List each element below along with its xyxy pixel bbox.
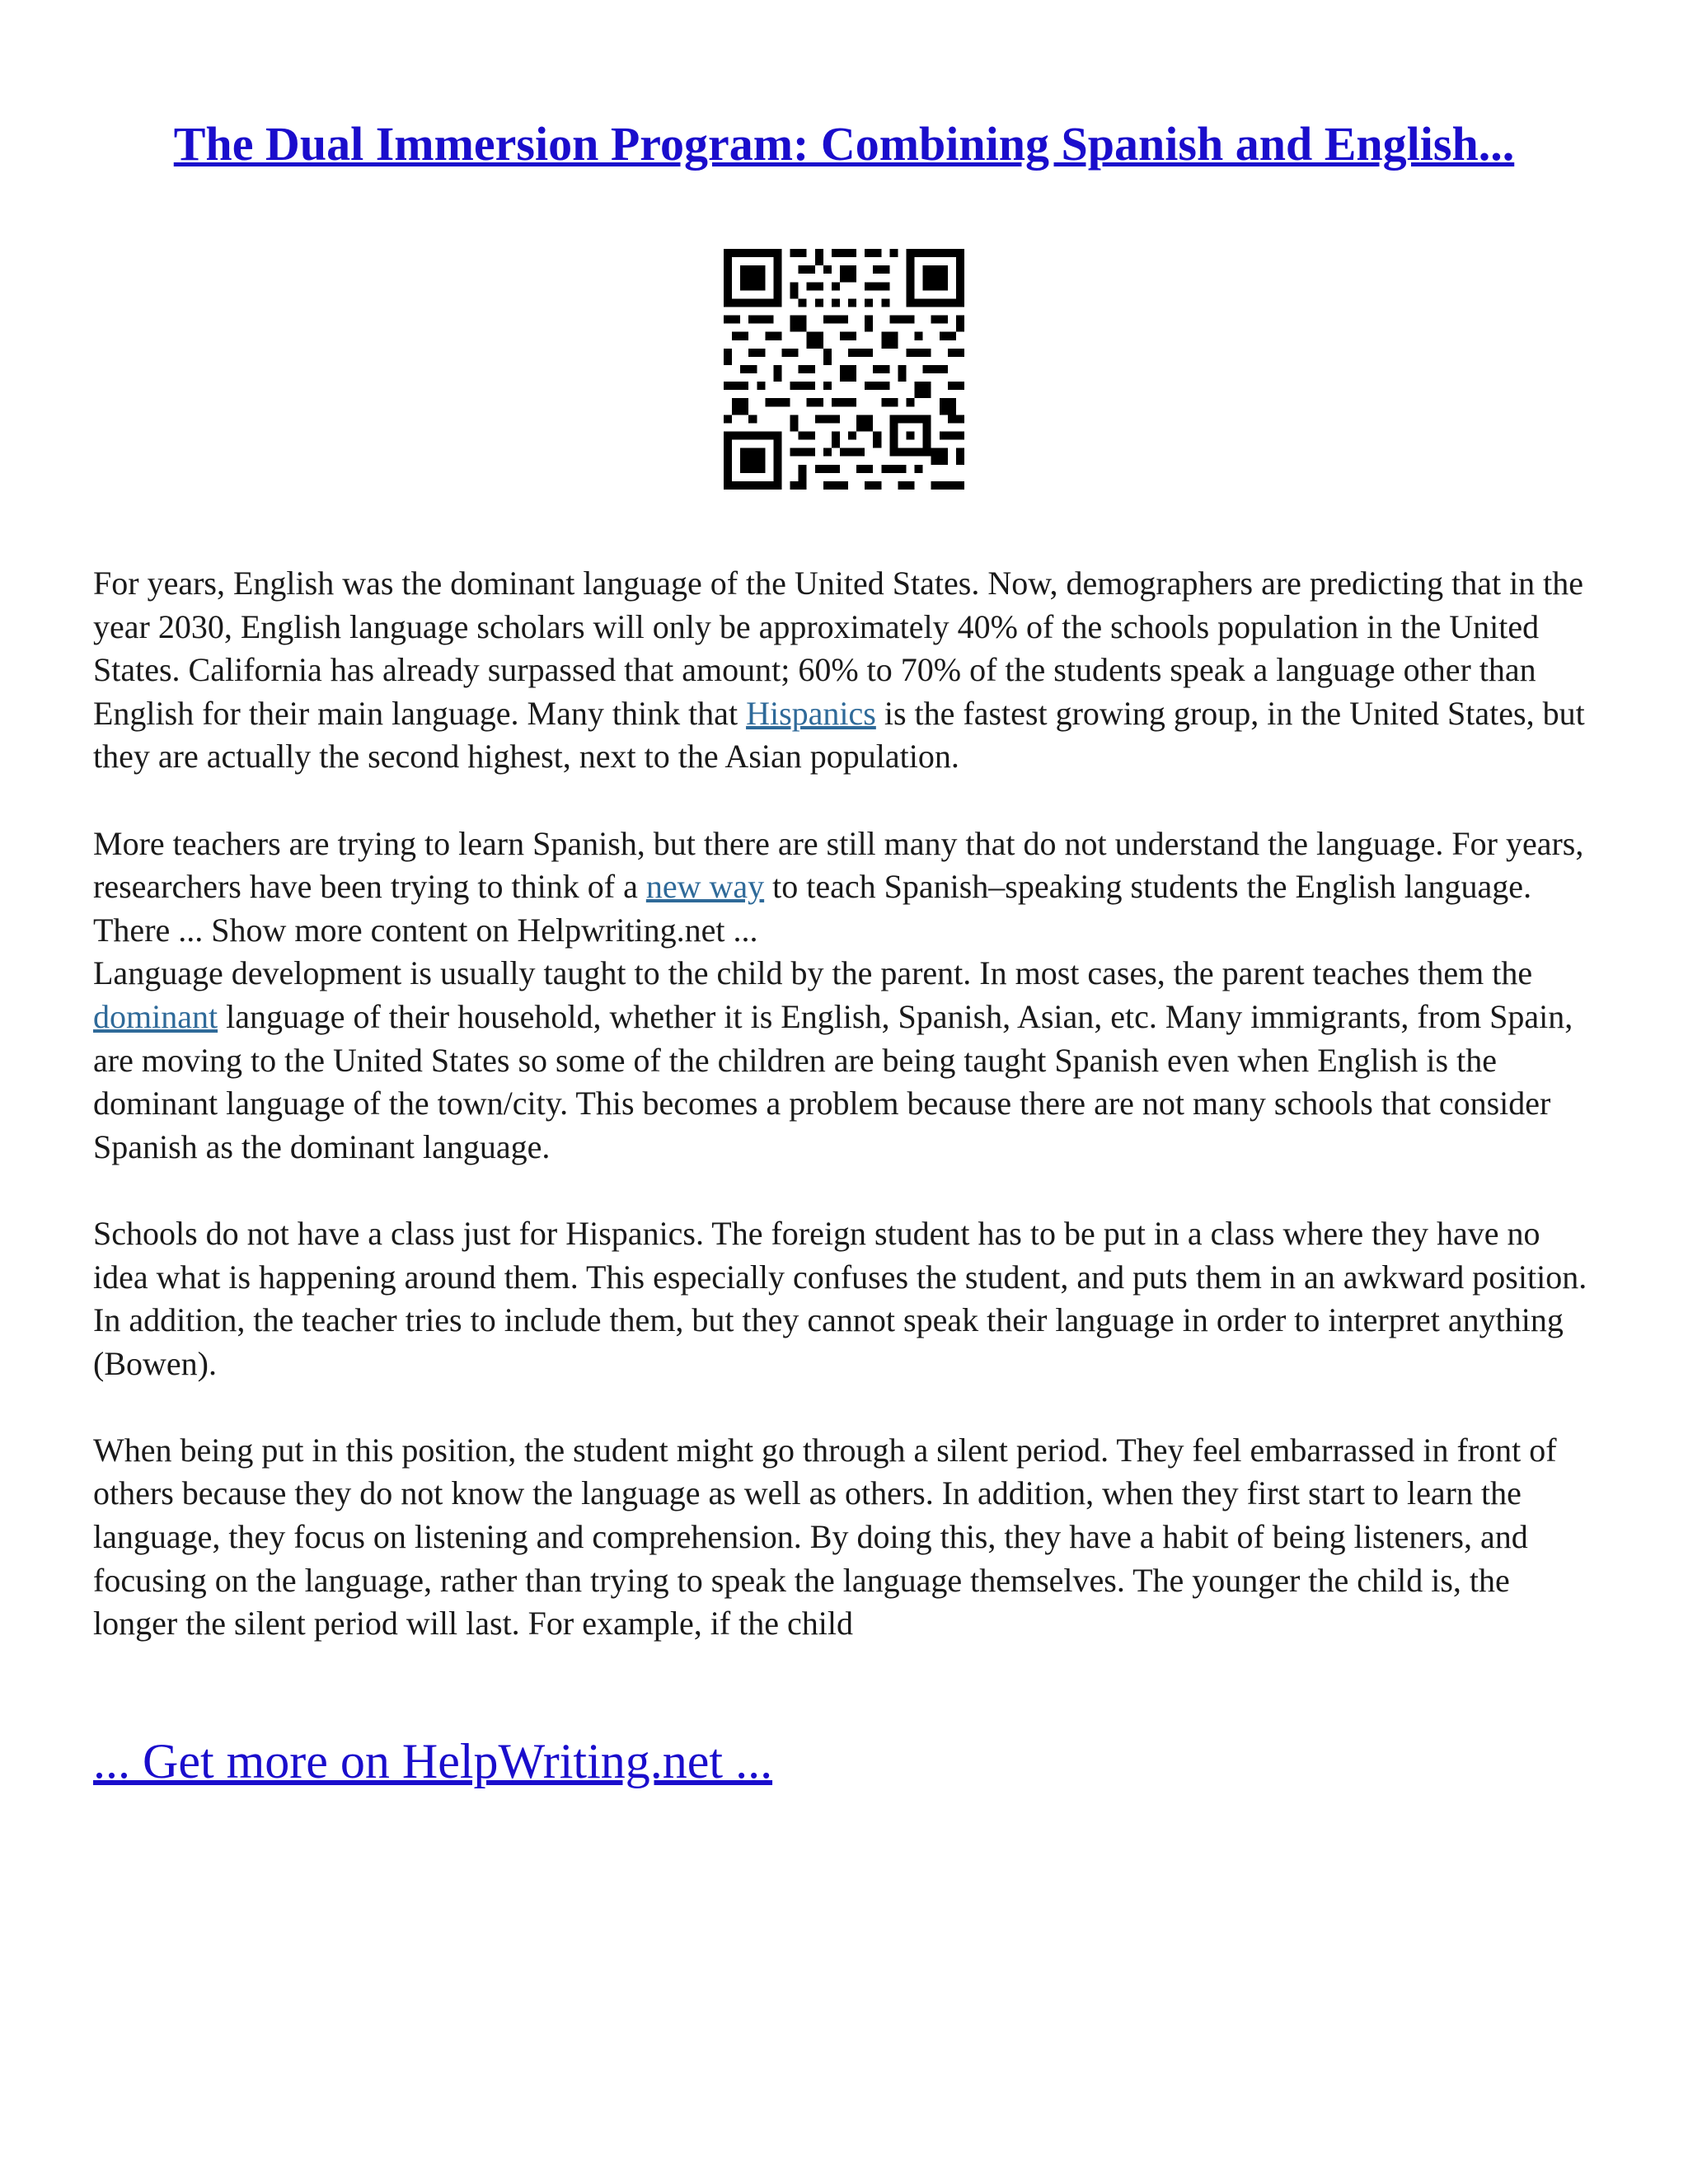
paragraph-2 [93,823,1601,953]
paragraph-5: When being put in this position, the student might go through a silent period. They feel embarrassed in front of others because they do not know the language as well as others. In addition, when they first start to learn the language, they focus on listening and comprehension. By doing this, they have a habit of being listeners, and focusing on the language, rather than trying to speak the language themselves. The younger the child is, the longer the silent period will last. For example, if the child [93,1431,1557,1643]
qr-code-icon [724,249,964,490]
link-hispanics[interactable]: Hispanics [746,694,876,732]
link-dominant[interactable]: dominant [93,997,218,1035]
paragraph-text: to teach Spanish–speaking students the English language. There ... Show more content on Helpwriting.net ... [93,868,1532,949]
paragraph-text: More teachers are trying to learn Spanish, but there are still many that do not understand the language. For years, researchers have been trying to think of a [93,824,1584,906]
paragraph-3 [93,952,1601,1169]
paragraph-text: language of their household, whether it is English, Spanish, Asian, etc. Many immigrants, from Spain, are moving to the United States so some of the children are being taught Spanish even when English is the dominant language of the town/city. This becomes a problem because there are not many schools that consider Spanish as the dominant language. [93,997,1573,1165]
paragraph-1 [93,562,1601,779]
paragraph-text: is the fastest growing group, in the United States, but they are actually the second highest, next to the Asian population. [93,694,1585,776]
article-body [93,562,1601,1646]
page-title-link[interactable]: The Dual Immersion Program: Combining Spanish and English... [173,117,1515,171]
paragraph-text: Language development is usually taught to the child by the parent. In most cases, the parent teaches them the [93,954,1533,992]
link-new-way[interactable]: new way [645,868,765,906]
paragraph-4: Schools do not have a class just for Hispanics. The foreign student has to be put in a class where they have no idea what is happening around them. This especially confuses the student, and puts them in an awkward position. In addition, the teacher tries to include them, but they cannot speak their language in order to interpret anything (Bowen). [93,1214,1587,1382]
paragraph-text: For years, English was the dominant language of the United States. Now, demographers are predicting that in the year 2030, English language scholars will only be approximately 40% of the schools population in the United States. California has already surpassed that amount; 60% to 70% of the students speak a language other than English for their main language. Many think that [93,565,1584,732]
get-more-link[interactable]: ... Get more on HelpWriting.net ... [93,1734,773,1788]
